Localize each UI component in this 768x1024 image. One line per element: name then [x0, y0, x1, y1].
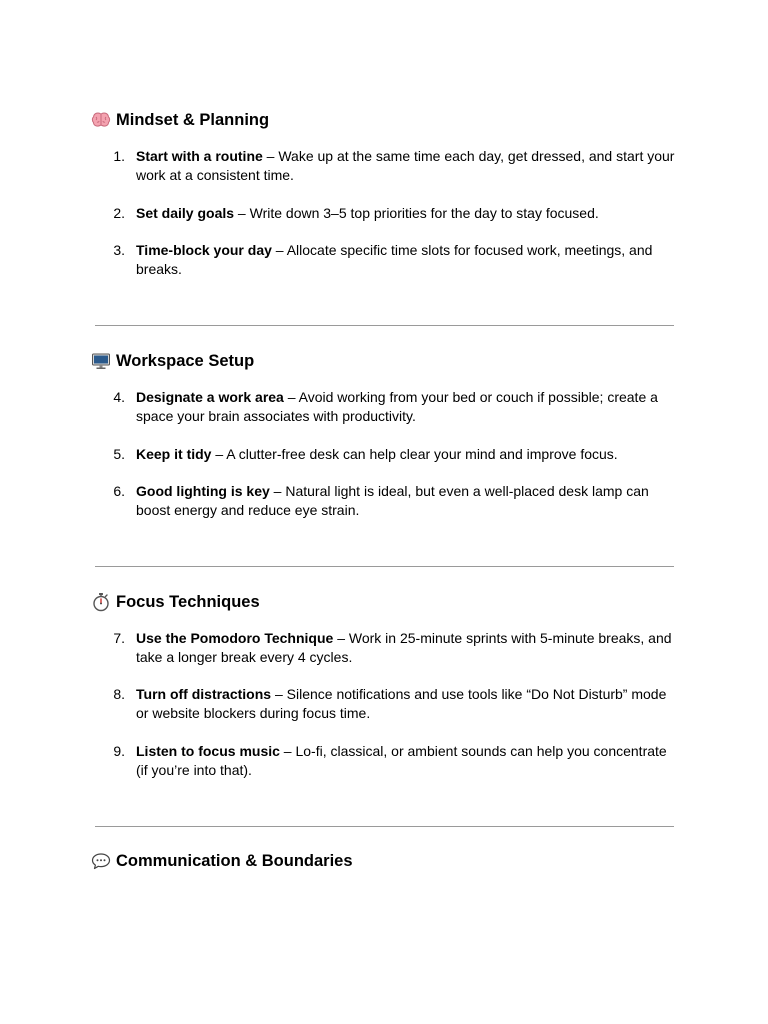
list-item: [110, 629, 676, 667]
list-item: [110, 742, 676, 780]
item-title: Set daily goals: [136, 205, 235, 221]
list-number: 1.: [113, 148, 125, 164]
list-item: [110, 147, 676, 185]
item-title: Turn off distractions: [136, 686, 272, 702]
section-title: Focus Techniques: [116, 593, 260, 611]
section-divider: [95, 566, 674, 567]
item-text: – Lo-fi, classical, or ambient sounds can help you concentrate (if you’re into that).: [136, 743, 667, 778]
item-title: Time-block your day: [136, 242, 272, 258]
list-item: [110, 482, 676, 520]
item-title: Use the Pomodoro Technique: [136, 630, 334, 646]
item-title: Good lighting is key: [136, 483, 270, 499]
stopwatch-icon: [91, 592, 111, 612]
item-text: – Allocate specific time slots for focused work, meetings, and breaks.: [136, 242, 653, 277]
speech-bubble-icon: [91, 851, 111, 871]
desktop-computer-icon: [91, 351, 111, 371]
list-number: 5.: [113, 446, 125, 462]
section-heading-mindset-planning: [91, 110, 269, 130]
section-title: Mindset & Planning: [116, 111, 270, 129]
item-text: – Work in 25-minute sprints with 5-minute breaks, and take a longer break every 4 cycles.: [136, 630, 672, 665]
list-item: [110, 685, 676, 723]
section-divider: [95, 325, 674, 326]
section-heading-focus-techniques: [91, 592, 260, 612]
item-title: Start with a routine: [136, 148, 263, 164]
list-number: 4.: [113, 389, 125, 405]
list-item: [110, 204, 676, 223]
list-number: 9.: [113, 743, 125, 759]
list-number: 7.: [113, 630, 125, 646]
list-item: [110, 388, 676, 426]
item-text: – Write down 3–5 top priorities for the day to stay focused.: [234, 205, 599, 221]
item-title: Keep it tidy: [136, 446, 212, 462]
item-title: Listen to focus music: [136, 743, 280, 759]
list-item: [110, 241, 676, 279]
item-text: – Wake up at the same time each day, get dressed, and start your work at a consistent time.: [136, 148, 675, 183]
item-text: – A clutter-free desk can help clear your mind and improve focus.: [211, 446, 618, 462]
item-title: Designate a work area: [136, 389, 284, 405]
item-text: – Avoid working from your bed or couch if possible; create a space your brain associates with productivity.: [136, 389, 658, 424]
list-number: 6.: [113, 483, 125, 499]
item-text: – Silence notifications and use tools like “Do Not Disturb” mode or website blockers during focus time.: [136, 686, 667, 721]
list-item: [110, 445, 676, 464]
section-divider: [95, 826, 674, 827]
item-text: – Natural light is ideal, but even a well-placed desk lamp can boost energy and reduce eye strain.: [136, 483, 649, 518]
list-number: 2.: [113, 205, 125, 221]
brain-icon: [91, 110, 111, 130]
section-title: Workspace Setup: [116, 352, 255, 370]
list-number: 3.: [113, 242, 125, 258]
list-number: 8.: [113, 686, 125, 702]
section-heading-workspace-setup: [91, 351, 254, 371]
section-heading-communication-boundaries: [91, 851, 353, 871]
section-title: Communication & Boundaries: [116, 852, 353, 870]
